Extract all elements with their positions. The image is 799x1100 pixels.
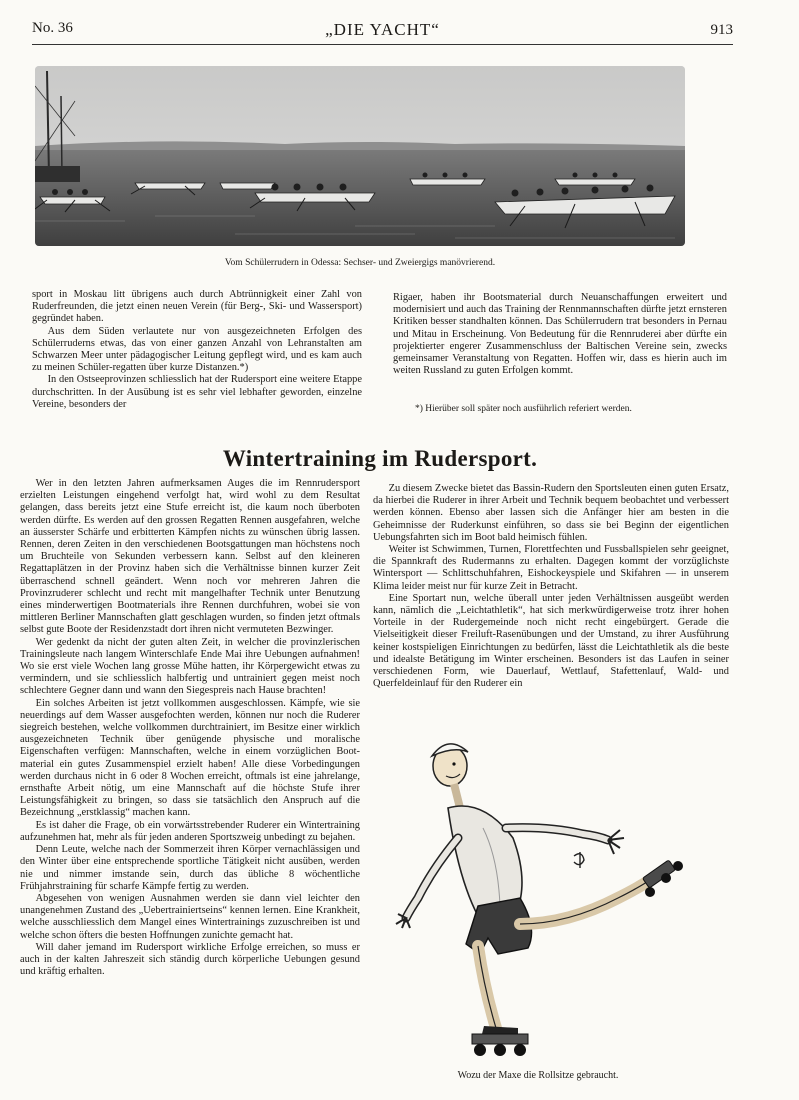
paragraph: In den Ostseeprovinzen schliesslich hat der Rudersport eine weitere Etappe durchschritten. In der Ausübung ist es sehr viel lebhafter geworden, einzelne Vereine, besonders der: [32, 374, 362, 410]
paragraph: Will daher jemand im Rudersport wirkliche Erfolge erreichen, so muss er auch in der kalten Jahreszeit sich ständig durch körperliche Uebungen gesund und kräftig erhalten.: [20, 941, 360, 978]
article-right-column: [373, 483, 729, 690]
skater-drawing: [388, 728, 688, 1068]
paragraph: Rigaer, haben ihr Bootsmaterial durch Neuanschaffungen erweitert und modernisiert und auch das Training der Rennmannschaften dürfte jetzt ernsteren Kritiken besser standhalten können. Das Schülerrudern trat besonders in Pernau und Mitau in Erscheinung. Von Bedeutung für die Rennruderei aber dürfte ein projektierter engerer Zusammenschluss der Baltischen Vereine sein, zwecks gemeinsamer Veranstaltung von Regatten. Hoffen wir, dass es hierin auch im weiten Russland zu guten Erfolgen kommt.: [393, 292, 727, 377]
journal-title: „DIE YACHT“: [325, 20, 440, 39]
header-rule: [32, 44, 733, 45]
page-header: [32, 20, 733, 42]
article-left-column: [20, 478, 360, 978]
top-right-column: [393, 292, 727, 377]
roller-skater-illustration: [388, 728, 688, 1068]
paragraph: sport in Moskau litt übrigens auch durch Abtrünnigkeit einer Zahl von Ruderfreunden, die jetzt einen neuen Verein (für Berg-, Ski- und Wassersport) gegründet haben.: [32, 289, 362, 325]
paragraph: Weiter ist Schwimmen, Turnen, Florettfechten und Fussballspielen sehr geeignet, die Spannkraft des Rudermanns zu erhalten. Dagegen kommt der vorzüglichste Wintersport — Schlittschuhfahren, Eishockeyspiele und Skifahren — in unserem Klima leider meist nur für kurze Zeit in Betracht.: [373, 544, 729, 592]
paragraph: Abgesehen von wenigen Ausnahmen werden sie dann viel leichter den unangenehmen Zustand des „Uebertrainiertseins“ kennen lernen. Eine Krankheit, welche ausschliesslich dem Mangel eines Wintertrainings zuzuschreiben ist und welche schon öfters die besten Hoffnungen zunichte gemacht hat.: [20, 892, 360, 941]
footnote: *) Hierüber soll später noch ausführlich referiert werden.: [415, 404, 632, 414]
rowing-photo: [35, 66, 685, 246]
rowing-boats-drawing: [35, 66, 685, 246]
paragraph: Eine Sportart nun, welche überall unter jeden Verhältnissen ausgeübt werden kann, nämlich die „Leichtathletik“, hat sich merkwürdigerweise trotz ihrer hohen Vorteile in der Rudergemeinde noch nicht recht eingebürgert. Gerade die Vielseitigkeit dieser Freiluft-Rasenübungen und der Umstand, zu ihrer Ausführung keiner kostspieligen Einrichtungen zu bedürfen, lässt die Leichtathletik als die beste und idealste Betätigung im Winter erscheinen. Besonders ist das Laufen in seiner verschiedenen Form, wie Dauerlauf, Wettlauf, Stafettenlauf, Wald- und Querfeldeinlauf für den Ruderer ein: [373, 592, 729, 690]
paragraph: Denn Leute, welche nach der Sommerzeit ihren Körper vernachlässigen und den Winter über eine entsprechende sportliche Tätigkeit nicht ausüben, werden nie und nimmer imstande sein, durch das übliche 8 wöchentliche Frühjahrstraining für scharfe Kämpfe fertig zu werden.: [20, 844, 360, 892]
paragraph: Zu diesem Zwecke bietet das Bassin-Rudern den Sportsleuten einen guten Ersatz, da hierbei die Ruderer in ihrer Arbeit und Technik bequem beobachtet und verbessert werden können. Ebenso aber lassen sich die Anfänger hier am besten in die Geheimnisse der Ruderkunst einführen, so dass sie bei Beginn der eigentlichen Uebungsfahrten sich im Boot bald heimisch fühlen.: [373, 483, 729, 543]
page-number: 913: [710, 22, 733, 38]
paragraph: Aus dem Süden verlautete nur von ausgezeichneten Erfolgen des Schülerruderns etwas, das von einer ganzen Anzahl von Lehranstalten am Schwarzen Meer unter pädagogischer Leitung gepflegt wird, und es kam auch zu meinen Schüler-regatten über kurze Distanzen.*): [32, 325, 362, 374]
illustration-caption: Wozu der Maxe die Rollsitze gebraucht.: [457, 1070, 619, 1081]
paragraph: Es ist daher die Frage, ob ein vorwärtsstrebender Ruderer ein Wintertraining aufzunehmen hat, mehr als für jeden anderen Sportszweig unbedingt zu bejahen.: [20, 819, 360, 843]
paragraph: Ein solches Arbeiten ist jetzt vollkommen ausgeschlossen. Kämpfe, wie sie neuerdings auf dem Wasser ausgefochten werden, können nur noch die Ruderer siegreich bestehen, welche vollkommen durchtrainiert, im Besitze einer wirklich ausgezeichneten Technik über genügende physische und moralische Eigenschaften verfügen: Mannschaften, welche in einem vorzüglichen Boot-material ein gutes Zusammenspiel erzielt haben! Alle diese Vorbedingungen werden durchaus nicht in 6 oder 8 Wochen erreicht, oftmals ist eine jahrelange, ernsthafte Arbeit nötig, um eine Mannschaft auf die höchste Stufe ihrer Leistungsfähigkeit zu bringen, so dass sie tatsächlich den Anspruch auf die Bezeichnung „erstklassig“ machen kann.: [20, 697, 360, 819]
paragraph: Wer in den letzten Jahren aufmerksamen Auges die im Rennrudersport erzielten Leistungen eingehend verfolgt hat, wird wohl zu dem Resultat gelangen, dass bereits jetzt eine Stufe erreicht ist, die kaum noch überboten werden dürfte. Es werden auf den grossen Regatten Rennen ausgefahren, welche an äusserster Schärfe und erbitterten Kämpfen nichts zu wünschen übrig lassen. Rennen, deren Zeiten in den verschiedenen Bootsgattungen man höchstens noch um Bruchteile von Sekunden verbessern kann. Selbst auf den kleineren Regattaplätzen in der Provinz haben sich die Verhältnisse binnen kurzer Zeit überraschend schnell geändert. Wenn noch vor mehreren Jahren die Provinzruderer schlecht und recht mit mangelhafter Technik unter Benutzung eines minderwertigen Bootmaterials ihre Rennen durchfuhren, wobei sie von mittleren Berliner Mannschaften glatt geschlagen wurden, so finden jetzt oftmals selbst gute Boote der Residenzstadt dort ihren nicht vermuteten Bezwinger.: [20, 478, 360, 636]
article-title: Wintertraining im Rudersport.: [222, 446, 538, 471]
photo-caption: Vom Schülerrudern in Odessa: Sechser- und Zweiergigs manövrierend.: [224, 258, 496, 268]
issue-number: No. 36: [32, 20, 73, 36]
paragraph: Wer gedenkt da nicht der guten alten Zeit, in welcher die provinzlerischen Trainingsleute nach langem Winterschlafe Ende Mai ihre Uebungen aufnahmen! Wo sie erst viele Wochen lang grosse Mühe hatten, ihr Körpergewicht etwas zu vermindern, und sie schliesslich halbfertig und untrainiert gegen meist noch schlechtere Gegner dann und wann den Siegespreis nach Hause brachten!: [20, 636, 360, 697]
top-left-column: [32, 289, 362, 411]
